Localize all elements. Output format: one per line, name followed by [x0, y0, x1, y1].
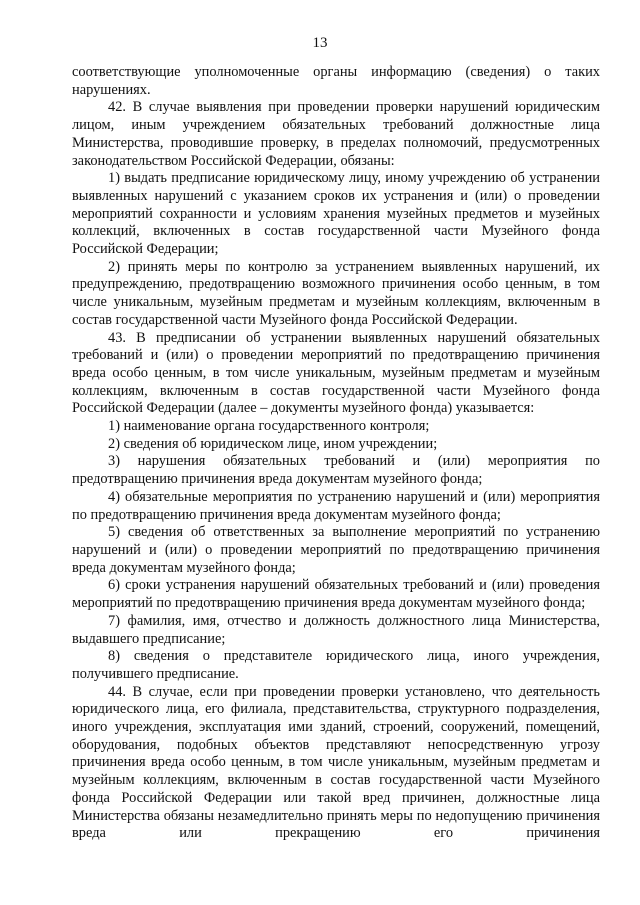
- paragraph-item-43-4: 4) обязательные мероприятия по устранению нарушений и (или) мероприятия по предотвращению причинения вреда документам музейного фонда;: [72, 488, 600, 523]
- paragraph-continuation: соответствующие уполномоченные органы информацию (сведения) о таких нарушениях.: [72, 64, 600, 98]
- paragraph-item-43-8: 8) сведения о представителе юридического лица, иного учреждения, получившего предписание.: [72, 648, 600, 682]
- document-body: [72, 64, 600, 843]
- page-number: 13: [312, 35, 328, 51]
- paragraph-item-43-6: 6) сроки устранения нарушений обязательных требований и (или) проведения мероприятий по предотвращению причинения вреда документам музейного фонда;: [72, 577, 600, 612]
- paragraph-item-42-2: 2) принять меры по контролю за устранением выявленных нарушений, их предупреждению, предотвращению возможного причинения особо ценным, в том числе уникальным, музейным предметам и музейным коллекциям, включенным в состав государственной части Музейного фонда Российской Федерации.: [72, 258, 600, 328]
- paragraph-clause-43: 43. В предписании об устранении выявленных нарушений обязательных требований и (или) о проведении мероприятий по предотвращению причинения вреда особо ценным, в том числе уникальным, музейным предметам и музейным коллекциям, включенным в состав государственной части Музейного фонда Российской Федерации (далее – документы музейного фонда) указывается:: [72, 329, 600, 417]
- paragraph-item-43-2: 2) сведения об юридическом лице, ином учреждении;: [108, 435, 438, 452]
- paragraph-item-43-3: 3) нарушения обязательных требований и (или) мероприятия по предотвращению причинения вреда документам музейного фонда;: [72, 453, 600, 488]
- paragraph-item-43-5: 5) сведения об ответственных за выполнение мероприятий по устранению нарушений и (или) о проведении мероприятий по предотвращению причинения вреда документам музейного фонда;: [72, 524, 600, 576]
- paragraph-item-43-1: 1) наименование органа государственного контроля;: [108, 418, 430, 435]
- paragraph-item-43-7: 7) фамилия, имя, отчество и должность должностного лица Министерства, выдавшего предписание;: [72, 612, 600, 647]
- paragraph-clause-44: 44. В случае, если при проведении проверки установлено, что деятельность юридического лица, его филиала, представительства, структурного подразделения, иного учреждения, эксплуатация ими зданий, строений, сооружений, помещений, оборудования, подобных объектов представляют непосредственную угрозу причинения вреда особо ценным, в том числе уникальным, музейным предметам и музейным коллекциям, включенным в состав государственной части Музейного фонда Российской Федерации или такой вред причинен, должностные лица Министерства обязаны незамедлительно принять меры по недопущению причинения вреда или прекращению его причинения: [72, 683, 600, 842]
- paragraph-item-42-1: 1) выдать предписание юридическому лицу, иному учреждению об устранении выявленных нарушений с указанием сроков их устранения и (или) о проведении мероприятий сохранности и условиям хранения музейных предметов и музейных коллекций, включенных в состав государственной части Музейного фонда Российской Федерации;: [72, 170, 600, 258]
- paragraph-clause-42: 42. В случае выявления при проведении проверки нарушений юридическим лицом, иным учреждением обязательных требований должностные лица Министерства, проводившие проверку, в пределах полномочий, предусмотренных законодательством Российской Федерации, обязаны:: [72, 99, 600, 169]
